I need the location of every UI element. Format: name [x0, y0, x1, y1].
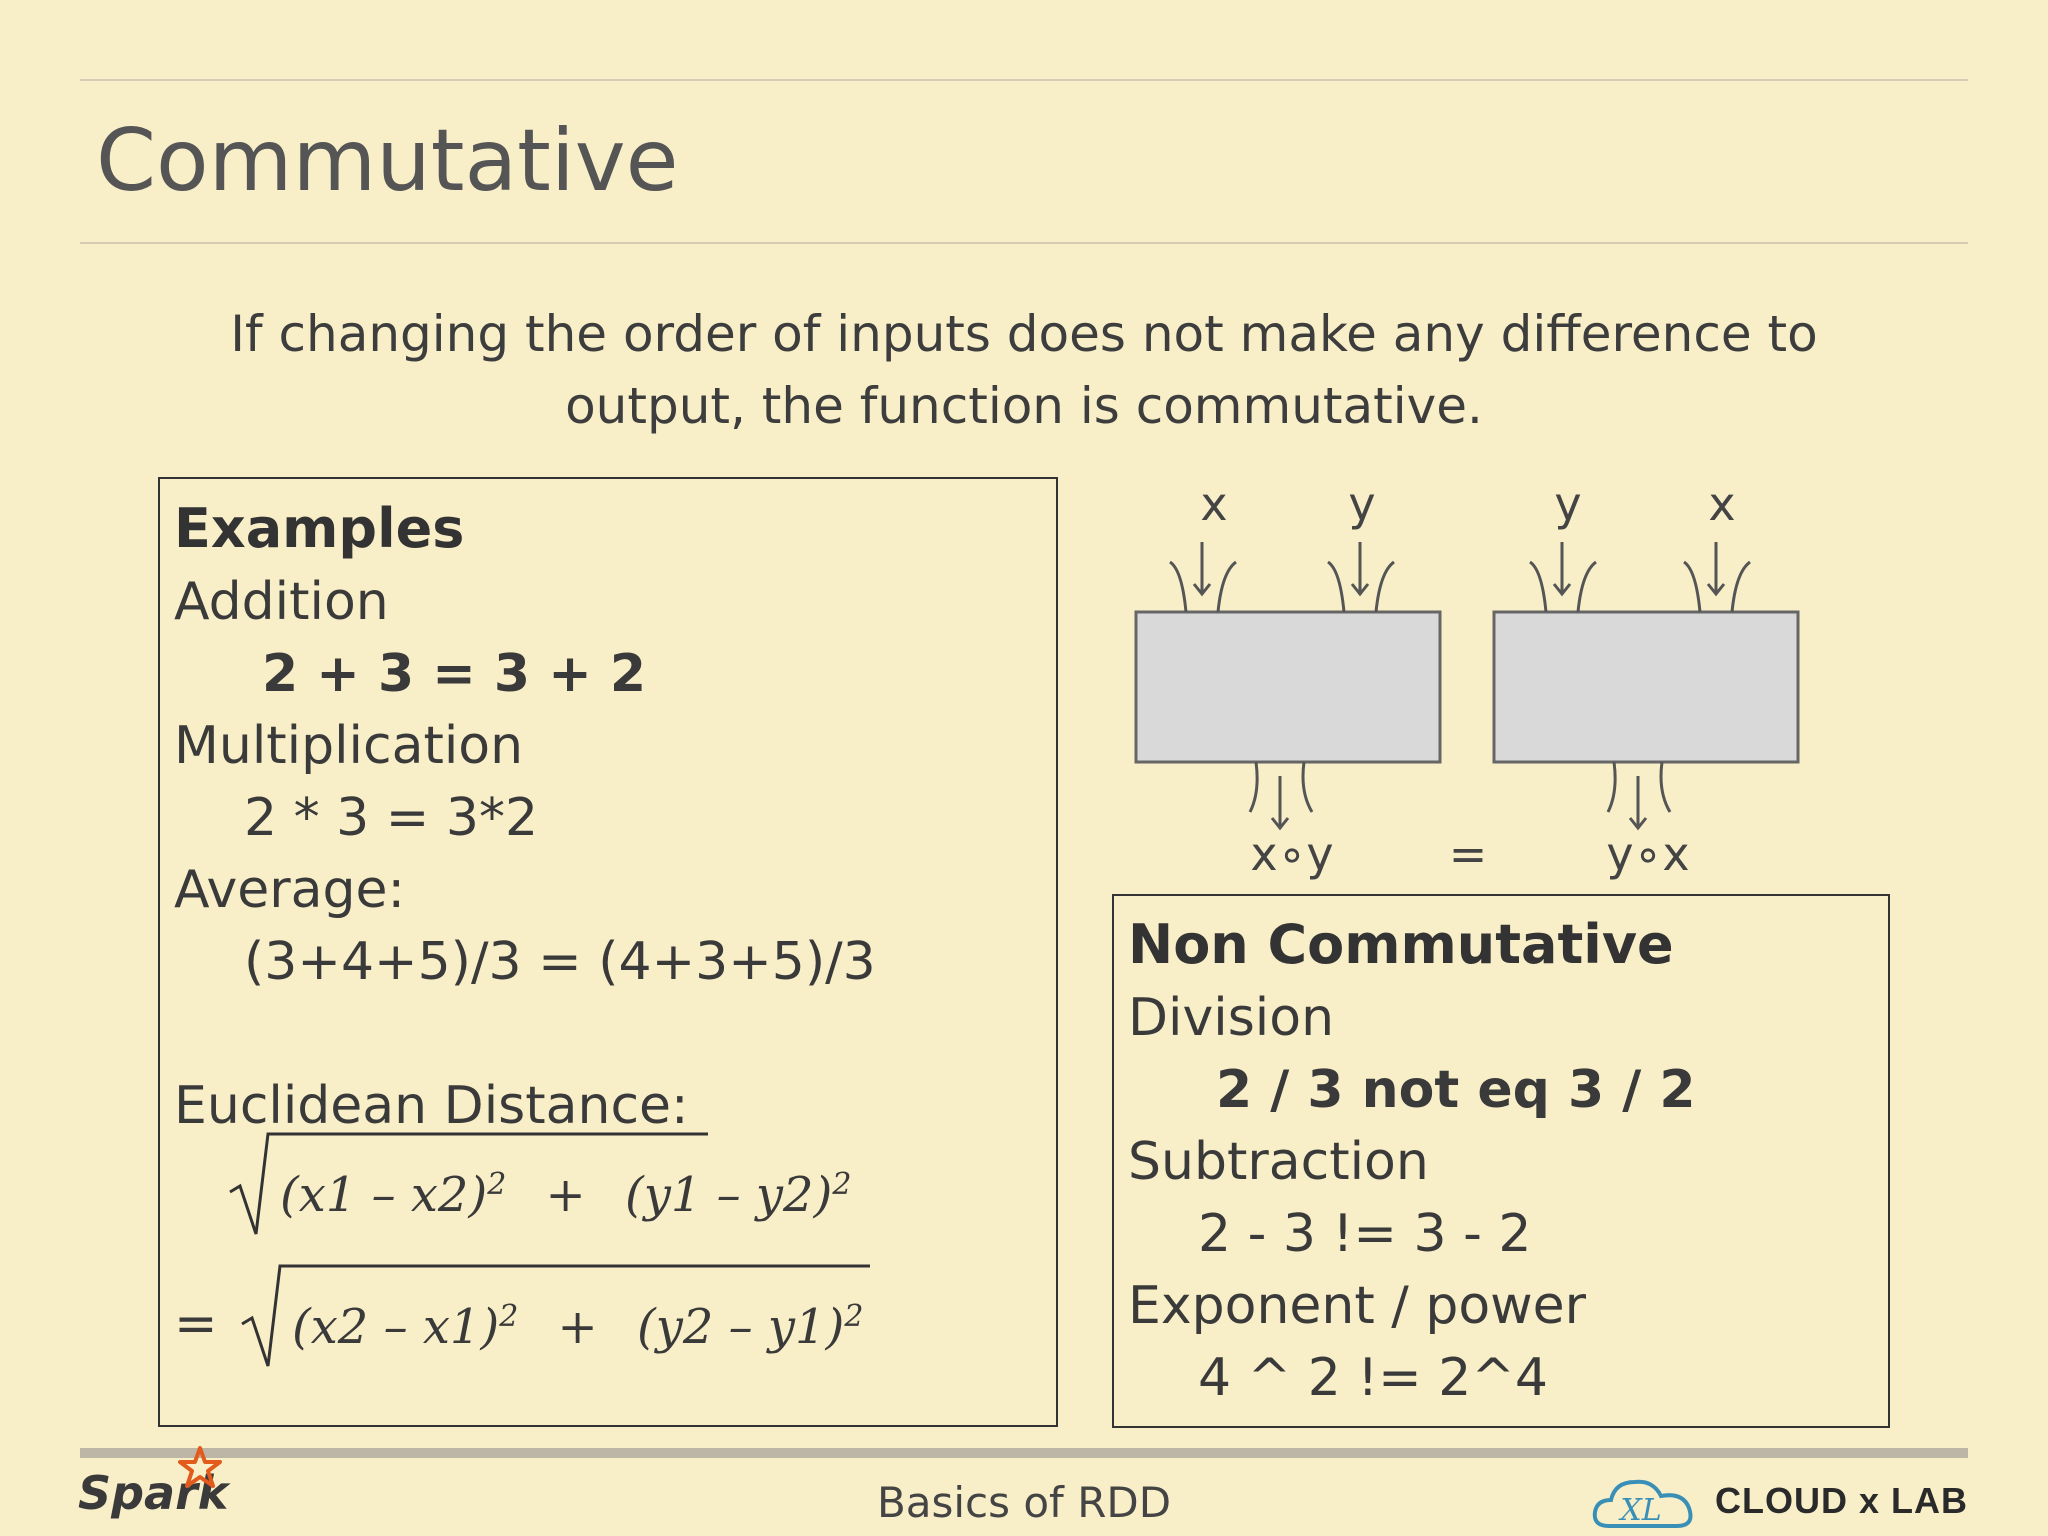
commutative-diagram [1118, 480, 1838, 880]
right-output: y∘x [1606, 827, 1690, 880]
euclidean-label: Euclidean Distance: [174, 1076, 689, 1136]
left-input-2: y [1348, 480, 1376, 531]
examples-heading: Examples [174, 497, 465, 560]
formula-1-plus: + [545, 1167, 586, 1223]
subtraction-example: 2 - 3 != 3 - 2 [1198, 1204, 1532, 1264]
spark-logo-text: Spark [78, 1466, 229, 1520]
diagram-left-box-group [1136, 542, 1440, 828]
division-label: Division [1128, 988, 1335, 1048]
intro-line-1: If changing the order of inputs does not make any difference to [230, 305, 1818, 363]
intro-line-2: output, the function is commutative. [565, 377, 1483, 435]
diagram-equals: = [1448, 827, 1488, 880]
top-rule [80, 79, 1968, 81]
cloudxlab-logo [1591, 1472, 1968, 1530]
formula-2-plus: + [557, 1299, 598, 1355]
diagram-right-box-group [1494, 542, 1798, 828]
average-example: (3+4+5)/3 = (4+3+5)/3 [244, 932, 876, 992]
division-example: 2 / 3 not eq 3 / 2 [1216, 1060, 1696, 1120]
title-underline [80, 242, 1968, 244]
non-commutative-heading: Non Commutative [1128, 913, 1674, 976]
addition-label: Addition [174, 572, 389, 632]
formula-2-term-a: (x2 – x1) [292, 1299, 500, 1355]
right-input-1: y [1554, 480, 1582, 531]
addition-example: 2 + 3 = 3 + 2 [262, 644, 647, 704]
exponent-example: 4 ^ 2 != 2^4 [1198, 1348, 1549, 1408]
formula-1-exp-a: 2 [487, 1167, 507, 1202]
cloudxlab-logo-text: CLOUD x LAB [1715, 1480, 1968, 1521]
formula-2-equals: = [174, 1294, 218, 1354]
slide-title: Commutative [96, 111, 679, 211]
formula-2 [292, 1299, 864, 1355]
multiplication-example: 2 * 3 = 3*2 [244, 788, 539, 848]
formula-2-exp-b: 2 [844, 1299, 864, 1334]
formula-1-term-a: (x1 – x2) [280, 1167, 488, 1223]
multiplication-label: Multiplication [174, 716, 524, 776]
left-input-1: x [1200, 480, 1228, 531]
footer-rule [80, 1448, 1968, 1458]
footer-title: Basics of RDD [876, 1478, 1172, 1527]
average-label: Average: [174, 860, 406, 920]
cloud-icon [1591, 1472, 1701, 1530]
diagram-left-box [1136, 612, 1440, 762]
left-output: x∘y [1250, 827, 1334, 880]
right-input-2: x [1708, 480, 1736, 531]
formula-1-term-b: (y1 – y2) [625, 1167, 833, 1223]
formula-1 [280, 1167, 852, 1223]
diagram-right-box [1494, 612, 1798, 762]
cloud-icon-mark: XL [1620, 1493, 1662, 1528]
exponent-label: Exponent / power [1128, 1276, 1587, 1336]
intro-text [200, 298, 1848, 442]
subtraction-label: Subtraction [1128, 1132, 1429, 1192]
formula-1-exp-b: 2 [832, 1167, 852, 1202]
formula-2-exp-a: 2 [499, 1299, 519, 1334]
formula-2-term-b: (y2 – y1) [637, 1299, 845, 1355]
